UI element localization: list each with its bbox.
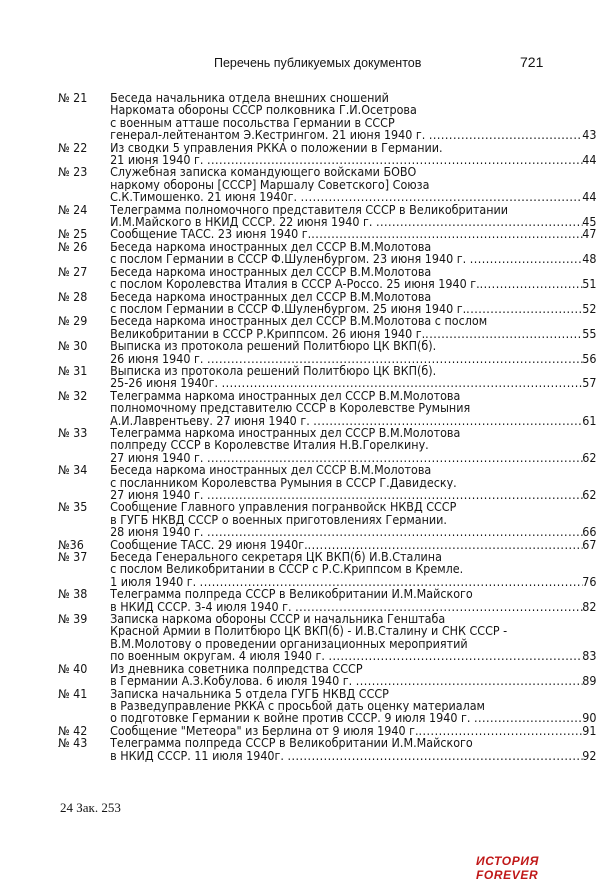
entry-text: с послом Великобритании в СССР с Р.С.Криппсом в Кремле. [110, 563, 464, 576]
entry-text: полномочному представителю СССР в Королевстве Румыния [110, 402, 471, 415]
leader-dots [222, 377, 583, 389]
entry-text: наркому обороны [СССР] Маршалу Советского] Союза [110, 178, 430, 192]
entry-number: № 21 [58, 91, 88, 105]
entry-page: 52 [582, 302, 597, 316]
entry-page: 47 [582, 228, 597, 241]
entry-number: №36 [58, 537, 84, 552]
entry-page: 51 [582, 278, 597, 291]
entry-text: генерал-лейтенантом Э.Кестрингом. 21 июня 1940 г. [110, 129, 429, 142]
entry-line [110, 104, 596, 116]
entry-page: 57 [582, 377, 597, 390]
entry-text: с военным атташе посольства Германии в СССР [110, 116, 395, 130]
entry-text: 21 июня 1940 г. [110, 154, 207, 167]
entry-text: С.К.Тимошенко. 21 июня 1940г. [110, 191, 301, 204]
leader-dots [466, 303, 582, 315]
entry-text: в НКИД СССР. 3-4 июля 1940 г. [110, 600, 296, 614]
entry-number: № 26 [58, 239, 88, 254]
entry-text: Записка начальника 5 отдела ГУГБ НКВД СССР [110, 687, 389, 700]
entry-text: Выписка из протокола решений Политбюро ЦК ВКП(б). [110, 340, 437, 353]
toc-entry [58, 663, 596, 688]
entry-page: 43 [582, 129, 597, 142]
entry-text: Красной Армии в Политбюро ЦК ВКП(б) - И.В.Сталину и СНК СССР - [110, 625, 508, 638]
toc-entry [58, 228, 596, 240]
entry-line [110, 725, 596, 737]
entry-text: с послом Королевства Италия в СССР А-Россо. 25 июня 1940 г. [110, 278, 480, 291]
entry-line [110, 501, 596, 513]
entry-line [110, 514, 596, 526]
toc-entry [58, 737, 596, 762]
entry-number: № 43 [58, 736, 88, 751]
entry-line [110, 576, 596, 588]
entry-text: Сообщение ТАСС. 29 июня 1940г. [110, 538, 308, 552]
entry-number: № 31 [58, 363, 88, 378]
entry-line [110, 390, 596, 402]
entry-line [110, 539, 596, 551]
entry-text: Наркомата обороны СССР полковника Г.И.Осетрова [110, 104, 417, 117]
entry-line [110, 663, 596, 675]
toc-entry [58, 315, 596, 340]
entry-line [110, 688, 596, 700]
entry-number: № 40 [58, 661, 88, 676]
entry-line [110, 712, 596, 724]
entry-line [110, 588, 596, 600]
entry-page: 83 [582, 650, 597, 663]
entry-line [110, 638, 596, 650]
leader-dots [474, 712, 582, 724]
toc-entry [58, 340, 596, 365]
entry-text: по военным округам. 4 июля 1940 г. [110, 650, 329, 663]
toc-entry [58, 725, 596, 737]
page-number: 721 [520, 54, 544, 70]
entry-text: Сообщение Главного управления погранвойск НКВД СССР [110, 501, 457, 514]
entry-text: полпреду СССР в Королевстве Италия Н.В.Горелкину. [110, 439, 429, 452]
entry-text: Сообщение ТАСС. 23 июня 1940 г. [110, 228, 312, 241]
entry-text: 26 июня 1940 г. [110, 352, 207, 365]
page-header [0, 56, 600, 74]
entry-page: 44 [582, 154, 597, 167]
entry-number: № 32 [58, 388, 88, 403]
leader-dots [207, 452, 582, 464]
leader-dots [480, 278, 583, 290]
entry-text: Беседа начальника отдела внешних сношений [110, 92, 389, 105]
entry-page: 61 [582, 414, 597, 427]
toc-entry [58, 291, 596, 316]
entry-page: 92 [582, 749, 597, 762]
toc-entry [58, 365, 596, 390]
entry-page: 48 [582, 253, 597, 266]
leader-dots [295, 601, 582, 613]
entry-number: № 41 [58, 686, 88, 701]
entry-line [110, 650, 596, 662]
entry-line [110, 402, 596, 414]
entry-number: № 39 [58, 612, 88, 627]
entry-line [110, 266, 596, 278]
entry-page: 62 [582, 489, 597, 502]
entry-page: 90 [582, 712, 597, 725]
entry-line [110, 613, 596, 625]
leader-dots [311, 228, 582, 240]
toc-entry [58, 539, 596, 551]
entry-line [110, 353, 596, 365]
printer-mark: 24 Зак. 253 [60, 800, 121, 815]
entry-text: А.И.Лаврентьеву. 27 июня 1940 г. [110, 414, 314, 427]
entry-number: № 30 [58, 339, 88, 354]
entry-line [110, 179, 596, 191]
entry-line [110, 129, 596, 141]
entry-line [110, 477, 596, 489]
entry-text: 25-26 июня 1940г. [110, 377, 222, 390]
leader-dots [207, 489, 582, 501]
leader-dots [287, 750, 582, 762]
entry-line [110, 625, 596, 637]
entry-line [110, 415, 596, 427]
leader-dots [207, 526, 582, 538]
entry-text: И.М.Майского в НКИД СССР. 22 июня 1940 г. [110, 216, 376, 229]
toc-entry [58, 588, 596, 613]
leader-dots [470, 253, 583, 265]
toc-entry [58, 166, 596, 203]
entry-line [110, 204, 596, 216]
leader-dots [308, 539, 583, 551]
entry-page: 82 [582, 600, 597, 614]
entry-text: 27 июня 1940 г. [110, 451, 207, 465]
entry-line [110, 427, 596, 439]
entry-page: 66 [582, 526, 597, 539]
toc-entry [58, 427, 596, 464]
entry-page: 55 [582, 327, 597, 341]
entry-text: Сообщение "Метеора" из Берлина от 9 июля 1940 г. [110, 724, 419, 738]
entry-page: 44 [582, 191, 597, 204]
entry-line [110, 142, 596, 154]
entry-number: № 24 [58, 202, 88, 217]
leader-dots [429, 129, 582, 141]
toc-entry [58, 613, 596, 663]
entry-text: Из сводки 5 управления РККА о положении в Германии. [110, 141, 443, 155]
entry-line [110, 750, 596, 762]
leader-dots [328, 650, 582, 662]
entry-text: в НКИД СССР. 11 июля 1940г. [110, 749, 288, 762]
entry-line [110, 166, 596, 178]
entry-line [110, 439, 596, 451]
entry-text: в ГУГБ НКВД СССР о военных приготовлениях Германии. [110, 513, 447, 527]
toc-entry [58, 204, 596, 229]
entry-text: Телеграмма полномочного представителя СССР в Великобритании [110, 203, 509, 217]
entry-line [110, 117, 596, 129]
document-list [58, 91, 597, 762]
leader-dots [200, 576, 583, 588]
entry-line [110, 191, 596, 203]
entry-number: № 27 [58, 264, 88, 279]
entry-text: Телеграмма полпреда СССР в Великобритании И.М.Майского [110, 588, 473, 601]
leader-dots [356, 675, 582, 687]
entry-number: № 29 [58, 314, 88, 329]
entry-page: 91 [582, 724, 597, 738]
toc-entry [58, 464, 596, 501]
entry-number: № 28 [58, 289, 88, 304]
entry-line [110, 278, 596, 290]
entry-line [110, 563, 596, 575]
entry-text: Телеграмма полпреда СССР в Великобритании И.М.Майского [110, 737, 473, 750]
entry-line [110, 377, 596, 389]
entry-text: 27 июня 1940 г. [110, 489, 207, 502]
entry-line [110, 291, 596, 303]
entry-page: 45 [582, 216, 597, 229]
entry-text: Записка наркома обороны СССР и начальника Генштаба [110, 613, 446, 626]
leader-dots [419, 725, 583, 737]
entry-text: Беседа наркома иностранных дел СССР В.М.Молотова [110, 290, 432, 303]
entry-text: Телеграмма наркома иностранных дел СССР В.М.Молотова [110, 426, 461, 440]
entry-text: в Германии А.З.Кобулова. 6 июля 1940 г. [110, 675, 356, 688]
entry-text: о подготовке Германии к войне против СССР. 9 июля 1940 г. [110, 712, 474, 725]
entry-number: № 35 [58, 500, 88, 515]
entry-text: Беседа наркома иностранных дел СССР В.М.Молотова [110, 464, 432, 477]
toc-entry [58, 241, 596, 266]
entry-line [110, 241, 596, 253]
toc-entry [58, 266, 596, 291]
entry-line [110, 551, 596, 563]
entry-text: Великобритании в СССР Р.Криппсом. 26 июня 1940 г. [110, 327, 426, 341]
entry-text: Телеграмма наркома иностранных дел СССР В.М.Молотова [110, 389, 461, 403]
toc-entry [58, 92, 596, 142]
entry-text: Беседа наркома иностранных дел СССР В.М.Молотова [110, 265, 432, 279]
entry-text: Выписка из протокола решений Политбюро ЦК ВКП(б). [110, 364, 437, 378]
leader-dots [207, 154, 582, 166]
entry-text: в Разведуправление РККА с просьбой дать оценку материалам [110, 699, 485, 713]
leader-dots [207, 353, 582, 365]
entry-page: 56 [582, 352, 597, 365]
entry-text: Из дневника советника полпредства СССР [110, 662, 363, 676]
entry-text: с послом Германии в СССР Ф.Шуленбургом. 25 июня 1940 г. [110, 302, 467, 316]
entry-page: 76 [582, 575, 597, 589]
entry-number: № 23 [58, 165, 88, 180]
entry-line [110, 675, 596, 687]
entry-line [110, 315, 596, 327]
toc-entry [58, 501, 596, 538]
entry-page: 67 [582, 538, 597, 552]
toc-entry [58, 688, 596, 725]
entry-line [110, 340, 596, 352]
entry-line [110, 452, 596, 464]
entry-line [110, 253, 596, 265]
entry-line [110, 601, 596, 613]
entry-line [110, 700, 596, 712]
entry-number: № 33 [58, 425, 88, 440]
entry-line [110, 464, 596, 476]
entry-text: с посланником Королевства Румыния в СССР Г.Давидеску. [110, 476, 457, 489]
entry-number: № 25 [58, 227, 88, 242]
entry-line [110, 303, 596, 315]
entry-line [110, 365, 596, 377]
entry-number: № 34 [58, 463, 88, 478]
running-title: Перечень публикуемых документов [214, 56, 422, 70]
leader-dots [313, 415, 582, 427]
entry-text: Беседа Генерального секретаря ЦК ВКП(б) И.В.Сталина [110, 551, 442, 564]
toc-entry [58, 390, 596, 427]
entry-text: 1 июля 1940 г. [110, 575, 200, 589]
leader-dots [376, 216, 582, 228]
leader-dots [301, 191, 583, 203]
entry-number: № 42 [58, 723, 88, 738]
entry-text: Служебная записка командующего войсками БОВО [110, 166, 417, 179]
entry-text: 28 июня 1940 г. [110, 526, 207, 539]
entry-number: № 37 [58, 550, 88, 565]
entry-line [110, 216, 596, 228]
entry-number: № 22 [58, 140, 88, 155]
toc-entry [58, 142, 596, 167]
leader-dots [425, 328, 582, 340]
entry-text: с послом Германии в СССР Ф.Шуленбургом. 23 июня 1940 г. [110, 253, 470, 266]
entry-line [110, 526, 596, 538]
entry-line [110, 228, 596, 240]
entry-line [110, 737, 596, 749]
toc-entry [58, 551, 596, 588]
entry-text: Беседа наркома иностранных дел СССР В.М.Молотова с послом [110, 315, 488, 328]
entry-line [110, 328, 596, 340]
watermark: ИСТОРИЯ FOREVER [476, 854, 539, 882]
entry-number: № 38 [58, 587, 88, 602]
entry-text: В.М.Молотову о проведении организационных мероприятий [110, 637, 468, 651]
entry-page: 62 [582, 451, 597, 465]
entry-text: Беседа наркома иностранных дел СССР В.М.Молотова [110, 240, 432, 254]
entry-line [110, 92, 596, 104]
entry-page: 89 [582, 675, 597, 688]
entry-line [110, 489, 596, 501]
entry-line [110, 154, 596, 166]
